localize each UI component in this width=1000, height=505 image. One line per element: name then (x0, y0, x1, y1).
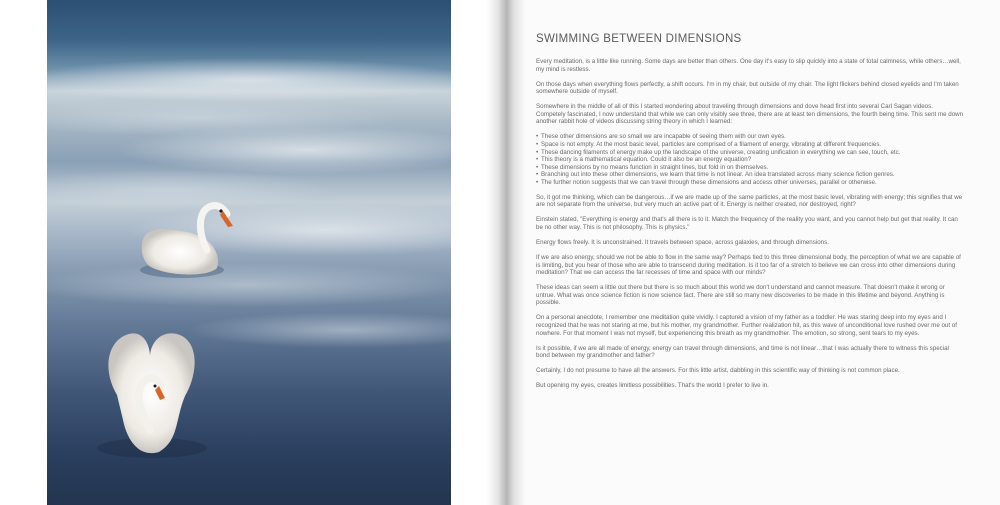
swans-photo (47, 0, 451, 505)
list-item: • Branching out into these other dimensions, we learn that time is not linear. An idea translated across many science fiction genres. (536, 171, 964, 179)
article-title: SWIMMING BETWEEN DIMENSIONS (536, 33, 742, 45)
list-item: • Space is not empty. At the most basic level, particles are comprised of a filament of energy, vibrating at different frequencies. (536, 141, 964, 149)
list-item: • These other dimensions are so small we are incapable of seeing them with our own eyes. (536, 133, 964, 141)
paragraph: These ideas can seem a little out there but there is so much about this world we don't understand and cannot measure. That doesn't make it wrong or untrue. What was once science fiction is now science fact. There are still so many new discoveries to be made in this lifetime and beyond. Anything is possible. (536, 284, 945, 307)
list-item: • These dimensions by no means function in straight lines, but fold in on themselves. (536, 164, 964, 172)
paragraph: On those days when everything flows perfectly, a shift occurs. I'm in my chair, but outside of my chair. The light flickers behind closed eyelids and I'm taken somewhere outside of myself. (536, 80, 959, 96)
left-page (0, 0, 498, 505)
list-item: • The further notion suggests that we can travel through these dimensions and access other universes, parallel or otherwise. (536, 179, 964, 187)
mist-streak (47, 170, 337, 210)
list-item: • These dancing filaments of energy make up the landscape of the universe, creating unification in everything we can see, touch, etc. (536, 149, 964, 157)
list-item: • This theory is a mathematical equation. Could it also be an energy equation? (536, 156, 964, 164)
mist-streak (47, 58, 451, 102)
paragraph: But opening my eyes, creates limitless possibilities. That's the world I prefer to live in. (536, 382, 769, 390)
string-theory-list (536, 133, 964, 186)
paragraph: If we are also energy, should we not be able to flow in the same way? Perhaps tied to this three dimensional body, the perception of what we are capable of is limiting, but you hear of those who are able to transcend during meditation. Is it too far of a stretch to believe we can cross into other dimensions during meditation? That we can access the far recesses of time and space with our minds? (536, 254, 961, 277)
paragraph: Somewhere in the middle of all of this I started wondering about traveling through dimensions and dove head first into several Carl Sagan videos. Competely fascinated, I now understand that while we can only visibly see three, there are at least ten dimensions, the fourth being time. This sent me down another rabbit hole of videos discussing string theory in which I learned: (536, 103, 964, 126)
swans-illustration (47, 0, 451, 505)
paragraph: Every meditation, is a little like running. Some days are better than others. One day it's easy to slip quickly into a state of total calmness, while others…well, my mind is restless. (536, 58, 961, 73)
paragraph: Energy flows freely. It is unconstrained. It travels between space, across galaxies, and through dimensions. (536, 239, 829, 247)
article (536, 33, 964, 397)
paragraph: Certainly, I do not presume to have all the answers. For this little artist, dabbling in this scientific way of thinking is not common place. (536, 367, 900, 375)
paragraph: So, it got me thinking, which can be dangerous…if we are made up of the same particles, at the most basic level, vibrating with energy; this signifies that we are not separate from the universe, but very much an active part of it. Energy is neither created, nor destroyed, right? (536, 193, 963, 209)
mist-streak (187, 312, 451, 348)
book-gutter (486, 0, 526, 505)
paragraph: Is it possible, if we are all made of energy, energy can travel through dimensions, and time is not linear…that I was actually there to witness this special bond between my grandmother and father? (536, 344, 949, 360)
mist-streak (47, 263, 451, 307)
paragraph: Einstein stated, "Everything is energy and that's all there is to it. Match the frequency of the reality you want, and you cannot help but get that reality. It can be no other way. This is not philosophy. This is physics." (536, 216, 958, 232)
swan-lower (97, 333, 207, 458)
paragraph: On a personal anecdote, I remember one meditation quite vividly. I captured a vision of my father as a toddler. He was staring deep into my eyes and I recognized that he was not staring at me, but his mother, my grandmother. Further realization hit, as this wave of unconditional love rushed over me out of nowhere. For that moment I was not myself, but experiencing this breath as my grandmother. The emotion, so strong, sent tears to my eyes. (536, 314, 957, 337)
right-page (500, 0, 1000, 505)
